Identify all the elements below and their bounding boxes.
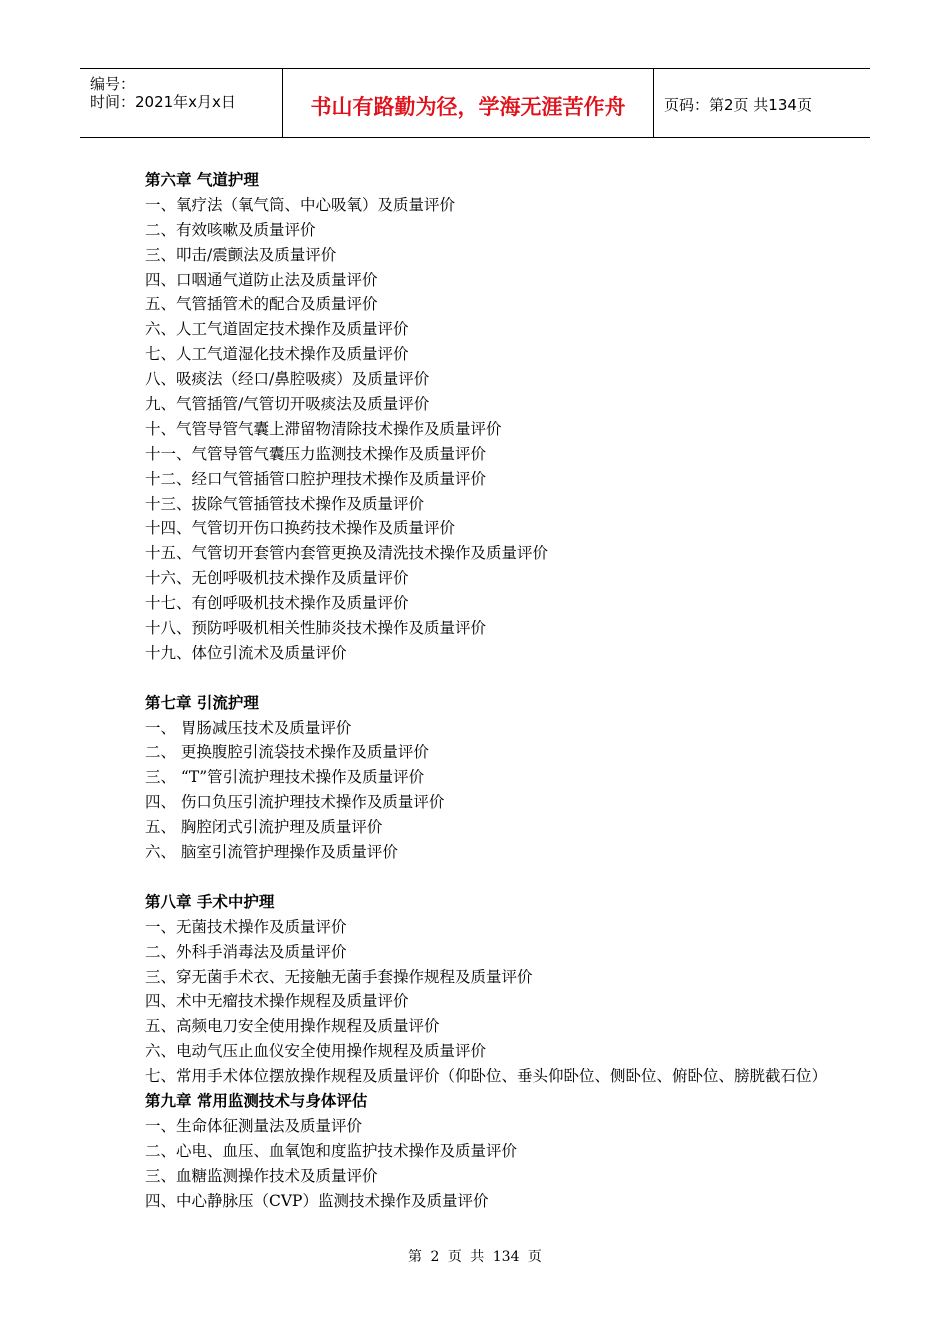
header-page-code: 页码：第2页 共134页 [664, 96, 812, 114]
toc-entry: 三、 “T”管引流护理技术操作及质量评价 [145, 768, 425, 787]
toc-entry: 十、气管导管气囊上滞留物清除技术操作及质量评价 [145, 419, 502, 438]
toc-entry: 一、氧疗法（氧气筒、中心吸氧）及质量评价 [145, 195, 456, 214]
toc-entry: 二、心电、血压、血氧饱和度监护技术操作及质量评价 [145, 1141, 518, 1160]
toc-entry: 三、血糖监测操作技术及质量评价 [145, 1166, 378, 1185]
section-spacer [145, 865, 835, 890]
toc-entry: 一、生命体征测量法及质量评价 [145, 1116, 363, 1135]
toc-entry: 四、 伤口负压引流护理技术操作及质量评价 [145, 793, 445, 812]
toc-entry: 十六、无创呼吸机技术操作及质量评价 [145, 569, 409, 588]
toc-entry: 五、高频电刀安全使用操作规程及质量评价 [145, 1017, 440, 1036]
section-spacer [145, 666, 835, 691]
chapter-heading: 第九章 常用监测技术与身体评估 [145, 1090, 368, 1110]
toc-entry: 二、有效咳嗽及质量评价 [145, 220, 316, 239]
toc-entry: 十九、体位引流术及质量评价 [145, 643, 347, 662]
chapter-heading: 第七章 引流护理 [145, 692, 259, 712]
toc-entry: 六、 脑室引流管护理操作及质量评价 [145, 843, 398, 862]
chapter-heading: 第八章 手术中护理 [145, 891, 275, 911]
document-time-label: 时间：2021年x月x日 [90, 93, 236, 111]
toc-entry: 十三、拔除气管插管技术操作及质量评价 [145, 494, 425, 513]
header-page-cell [654, 69, 870, 137]
page-footer: 第 2 页 共 134 页 [408, 1249, 542, 1265]
toc-entry: 六、人工气道固定技术操作及质量评价 [145, 320, 409, 339]
toc-entry: 十四、气管切开伤口换药技术操作及质量评价 [145, 519, 456, 538]
toc-entry: 四、中心静脉压（CVP）监测技术操作及质量评价 [145, 1191, 489, 1210]
header-motto: 书山有路勤为径，学海无涯苦作舟 [310, 95, 626, 119]
toc-entry: 八、吸痰法（经口/鼻腔吸痰）及质量评价 [145, 370, 430, 389]
toc-entry: 四、口咽通气道防止法及质量评价 [145, 270, 378, 289]
document-number-label: 编号： [90, 75, 136, 93]
toc-entry: 十七、有创呼吸机技术操作及质量评价 [145, 594, 409, 613]
toc-entry: 七、常用手术体位摆放操作规程及质量评价（仰卧位、垂头仰卧位、侧卧位、俯卧位、膀胱截石位） [145, 1067, 828, 1086]
toc-entry: 七、人工气道湿化技术操作及质量评价 [145, 345, 409, 364]
toc-entry: 一、无菌技术操作及质量评价 [145, 917, 347, 936]
toc-entry: 五、气管插管术的配合及质量评价 [145, 295, 378, 314]
toc-entry: 二、 更换腹腔引流袋技术操作及质量评价 [145, 743, 429, 762]
table-of-contents [145, 168, 835, 1213]
toc-entry: 三、叩击/震颤法及质量评价 [145, 245, 337, 264]
toc-entry: 六、电动气压止血仪安全使用操作规程及质量评价 [145, 1042, 487, 1061]
toc-entry: 三、穿无菌手术衣、无接触无菌手套操作规程及质量评价 [145, 967, 533, 986]
toc-entry: 一、 胃肠减压技术及质量评价 [145, 718, 352, 737]
toc-entry: 九、气管插管/气管切开吸痰法及质量评价 [145, 395, 430, 414]
header-info-cell [80, 69, 283, 137]
toc-entry: 五、 胸腔闭式引流护理及质量评价 [145, 818, 383, 837]
toc-entry: 十二、经口气管插管口腔护理技术操作及质量评价 [145, 469, 487, 488]
toc-entry: 四、术中无瘤技术操作规程及质量评价 [145, 992, 409, 1011]
toc-entry: 二、外科手消毒法及质量评价 [145, 942, 347, 961]
toc-entry: 十五、气管切开套管内套管更换及清洗技术操作及质量评价 [145, 544, 549, 563]
toc-entry: 十一、气管导管气囊压力监测技术操作及质量评价 [145, 444, 487, 463]
chapter-heading: 第六章 气道护理 [145, 170, 259, 189]
toc-entry: 十八、预防呼吸机相关性肺炎技术操作及质量评价 [145, 619, 487, 638]
page-header [80, 68, 870, 138]
header-motto-cell [283, 69, 654, 137]
